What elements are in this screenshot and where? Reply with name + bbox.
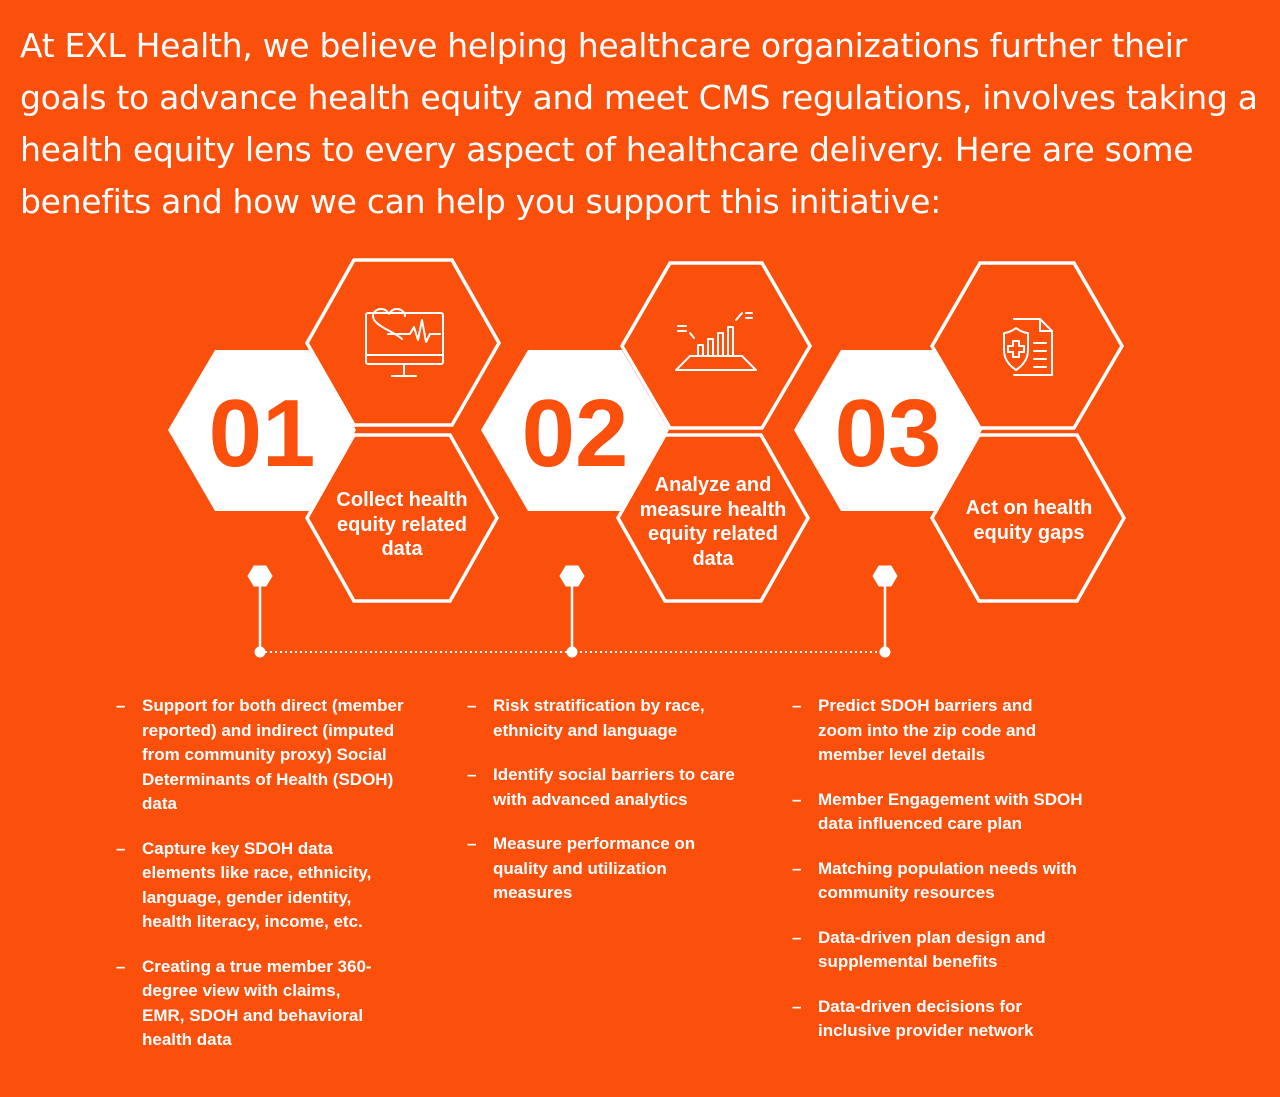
list-item: – Matching population needs with community resources — [792, 857, 1092, 906]
list-item: – Measure performance on quality and utilization measures — [467, 832, 707, 906]
step-2-title: Analyze and measure health equity related data — [639, 474, 787, 570]
list-item: – Data-driven plan design and supplemental benefits — [792, 926, 1062, 975]
step-1-number: 01 — [208, 380, 316, 487]
medical-shield-document-icon — [1004, 319, 1052, 375]
list-item: – Creating a true member 360-degree view with claims, EMR, SDOH and behavioral health data — [116, 955, 386, 1053]
pin-1 — [248, 566, 272, 657]
bar-chart-icon — [676, 313, 756, 370]
step-2-bullets — [467, 694, 737, 926]
step-3 — [794, 263, 1124, 601]
list-item: – Risk stratification by race, ethnicity and language — [467, 694, 737, 743]
list-item: – Identify social barriers to care with advanced analytics — [467, 763, 737, 812]
step-1-title: Collect health equity related data — [336, 489, 468, 560]
list-item: – Data-driven decisions for inclusive provider network — [792, 995, 1042, 1044]
step-3-title: Act on health equity gaps — [965, 497, 1093, 544]
list-item: – Member Engagement with SDOH data influenced care plan — [792, 788, 1092, 837]
list-item: – Support for both direct (member reported) and indirect (imputed from community proxy) Social Determinants of Health (SDOH) data — [116, 694, 426, 817]
step-3-bullets — [792, 694, 1092, 1064]
intro-paragraph: At EXL Health, we believe helping healthcare organizations further their goals to advance health equity and meet CMS regulations, involves taking a health equity lens to every aspect of healthcare delivery. Here are some benefits and how we can help you support this initiative: — [20, 26, 1258, 221]
step-2-number: 02 — [521, 380, 629, 487]
heart-monitor-icon — [366, 309, 443, 376]
step-3-number: 03 — [834, 380, 942, 487]
pin-2 — [560, 566, 584, 657]
step-1-bullets — [116, 694, 426, 1073]
pin-3 — [873, 566, 897, 657]
list-item: – Predict SDOH barriers and zoom into the zip code and member level details — [792, 694, 1052, 768]
list-item: – Capture key SDOH data elements like race, ethnicity, language, gender identity, health literacy, income, etc. — [116, 837, 386, 935]
